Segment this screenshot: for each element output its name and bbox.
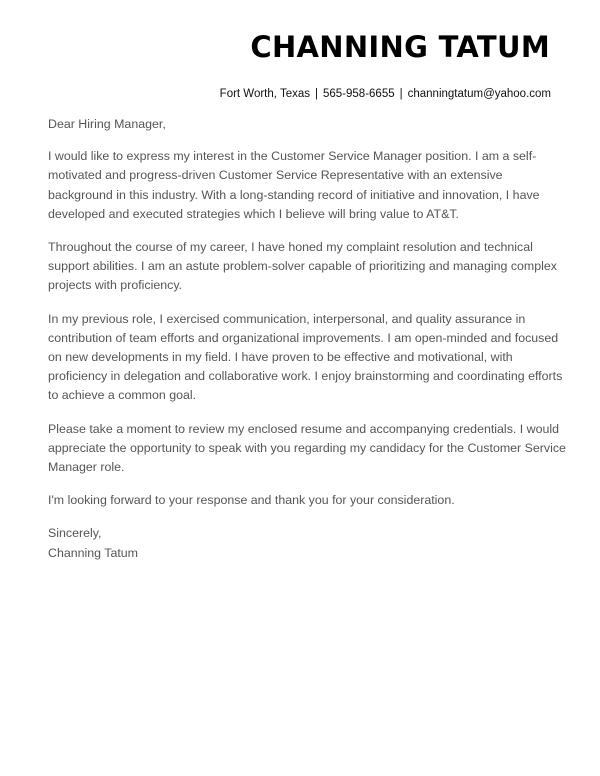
letter-body [48,115,568,563]
contact-separator: | [399,88,403,100]
closing: Sincerely, [48,526,102,541]
letter-paragraph-previous-role: In my previous role, I exercised communication, interpersonal, and quality assurance in contribution of team efforts and organizational improvements. I am open-minded and focused on new developments in my field. I have proven to be effective and motivational, with proficiency in delegation and collaborative work. I enjoy brainstorming and coordinating efforts to achieve a common goal. [48,311,563,403]
contact-location: Fort Worth, Texas [219,88,310,100]
letter-paragraph-experience: Throughout the course of my career, I have honed my complaint resolution and technical support abilities. I am an astute problem-solver capable of prioritizing and managing complex projects with proficiency. [48,240,557,293]
letter-paragraph-request: Please take a moment to review my enclosed resume and accompanying credentials. I would appreciate the opportunity to speak with you regarding my candidacy for the Customer Service Manager role. [48,421,566,475]
letter-paragraph-intro: I would like to express my interest in the Customer Service Manager position. I am a self-motivated and progress-driven Customer Service Representative with an extensive background in this industry. With a long-standing record of initiative and innovation, I have developed and executed strategies which I believe will bring value to AT&T. [48,149,540,221]
contact-line [220,89,551,101]
contact-email: channingtatum@yahoo.com [407,88,551,100]
salutation: Dear Hiring Manager, [48,117,166,131]
closing-block [48,524,568,562]
contact-separator: | [315,88,318,100]
contact-phone: 565-958-6655 [323,88,395,100]
signature: Channing Tatum [48,545,139,560]
letter-paragraph-thanks: I'm looking forward to your response and thank you for your consideration. [48,493,455,508]
applicant-name: CHANNING TATUM [250,30,550,64]
